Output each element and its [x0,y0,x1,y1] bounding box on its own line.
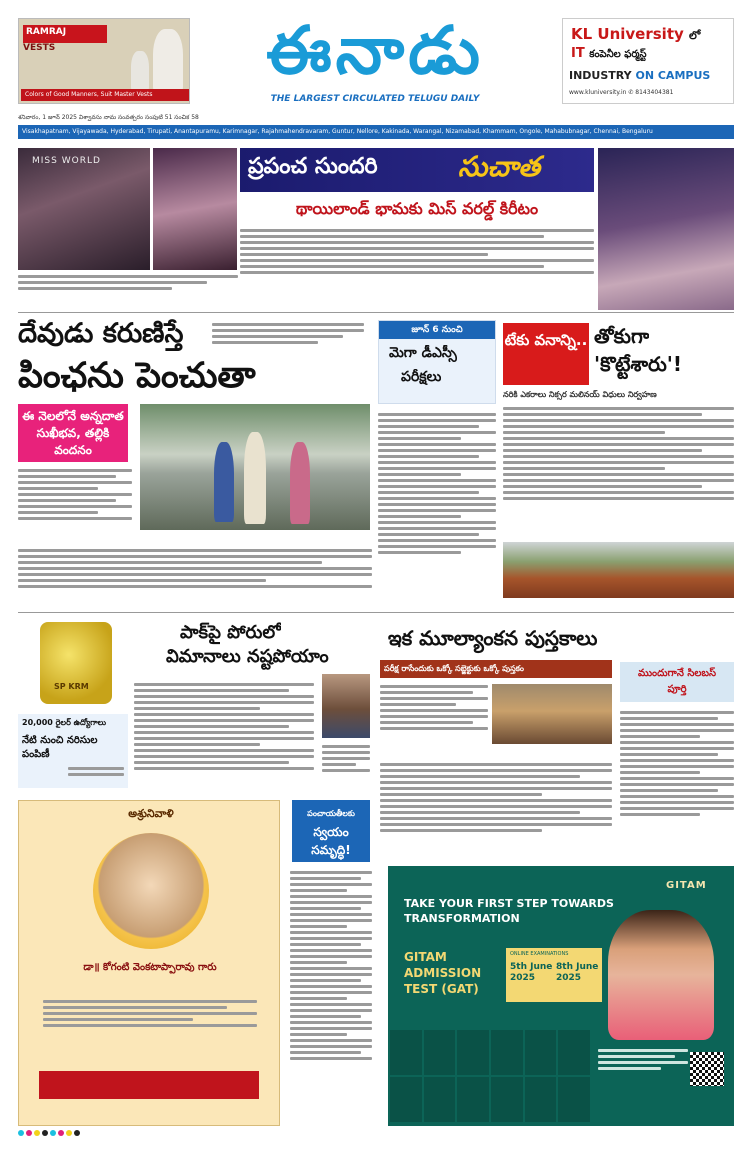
miss-world-kicker: MISS WORLD [32,156,101,166]
gitam-date-1: 5th June 2025 [510,962,553,983]
miss-world-winner-photo[interactable] [598,148,734,310]
miss-world-photo-1[interactable] [18,148,150,270]
ad-person-man [153,29,183,93]
textbooks-side-text: ముందుగానే సిలబస్ పూర్తి [638,668,716,695]
kl-title: KL University లో [571,25,701,43]
teku-badge: టేకు వనాన్ని.. [503,323,589,385]
textbooks-body [380,760,612,856]
neet-head: 20,000 రైలర్ ఉద్యోగాలు [22,718,107,727]
obituary-name: డా॥ కోగంటి వెంకటాప్పారావు గారు [83,962,217,973]
gitam-online-box [506,948,602,1002]
classroom-photo[interactable] [492,684,612,744]
textbooks-side[interactable] [620,662,734,702]
miss-world-headline-b: సుచాత [458,150,541,183]
kl-contact: www.kluniversity.in ✆ 8143404381 [569,89,674,96]
miss-world-subhead: థాయిలాండ్ భామకు మిస్ వరల్డ్ కిరీటం [240,195,594,223]
gitam-test-2: ADMISSION [404,966,482,980]
obituary-footer [39,1071,259,1099]
kl-industry: INDUSTRY ON CAMPUS [569,69,711,82]
masthead [205,12,545,107]
pak-body [134,680,314,790]
textbooks-bullets [380,682,488,754]
swayam-l2: స్వయం [313,825,349,839]
textbooks-kicker: పరీక్ష రాసేందుకు ఒక్కో సబ్జెక్టుకు ఒక్కో పుస్తకం [380,660,612,678]
dsc-body [378,410,496,608]
neet-sub: నేటి నుంచి నరిసుల పంపిణీ [22,735,98,760]
teku-photo[interactable] [503,542,734,598]
swayam-l1: పంచాయతీలకు [307,809,355,818]
dsc-bottom: పరీక్షలు [401,369,442,385]
ad-person-child [131,51,149,91]
date-line: శనివారం, 1 జూన్ 2025 విశ్వావసు నామ సంవత్సరం సంపుటి 51 సంచిక 58 [18,114,199,121]
gitam-student-photo [608,910,714,1040]
ramraj-strip: Colors of Good Manners, Suit Master Vests [21,89,189,101]
obituary-body [43,997,257,1057]
photo-person-3 [290,442,310,524]
dsc-top: జూన్ 6 నుంచి [379,321,495,339]
gitam-logo: GITAM [666,880,707,891]
devudu-bullets [18,466,132,540]
devudu-body [18,546,372,608]
pak-photo[interactable] [322,674,370,738]
gitam-test-3: TEST (GAT) [404,982,479,996]
kl-it: IT కంపెనీల ఫర్మస్ట్ [571,46,647,61]
textbooks-side-body [620,708,734,856]
devudu-headline-1[interactable]: దేవుడు కరుణిస్తే [18,318,184,349]
masthead-tagline: THE LARGEST CIRCULATED TELUGU DAILY [270,94,480,104]
teku-sub: నరికి ఎకరాలు నిక్సర మలినయ్ విధులు నిర్వహణ [503,390,657,399]
miss-world-caption [18,272,238,306]
pak-side-body [322,742,370,790]
masthead-logo[interactable]: ఈనాడు [266,12,484,89]
print-color-marks [18,1130,734,1140]
ganesha-bottle-ad[interactable] [40,622,112,704]
gitam-headline: TAKE YOUR FIRST STEP TOWARDS TRANSFORMATION [404,897,614,925]
obituary-header: అశ్రునివాళి [128,807,174,820]
ganesha-bottle-label: SP KRM [54,682,89,691]
ramraj-ad[interactable] [18,18,190,104]
photo-person-1 [214,442,234,522]
devudu-photo[interactable] [140,404,370,530]
rule [18,312,734,313]
teku-pre: తోకుగా [594,324,650,348]
kl-title-suffix: లో [689,29,701,42]
neet-lines [68,764,124,784]
neet-box[interactable] [18,714,128,788]
devudu-headline-2[interactable]: పింఛను పెంచుతా [18,356,256,396]
miss-world-headline[interactable] [240,148,594,192]
swayam-box[interactable] [292,800,370,862]
obituary-portrait [93,833,209,949]
gitam-icons-grid [390,1030,590,1122]
textbooks-headline[interactable]: ఇక మూల్యాంకన పుస్తకాలు [388,626,598,650]
pak-headline-1[interactable]: పాక్‌పై పోరులో [180,622,281,643]
miss-world-photo-2[interactable] [153,148,237,270]
miss-world-body [240,226,594,304]
rule [18,612,734,613]
obituary-ad[interactable] [18,800,280,1126]
swayam-body [290,868,372,1126]
kl-it-suffix: కంపెనీల ఫర్మస్ట్ [589,49,647,60]
miss-world-headline-a: ప్రపంచ సుందరి [248,154,378,179]
gitam-qr [690,1052,724,1086]
dsc-mid: మెగా డీఎస్సీ [389,345,457,361]
teku-headline[interactable]: 'కొట్టేశారు'! [594,352,683,376]
gitam-ad[interactable] [388,866,734,1126]
gitam-footer-lines [598,1046,688,1106]
teku-body [503,404,734,540]
dsc-box[interactable] [378,320,496,404]
devudu-kicker: ఈ నెలలోనే అన్నదాత సుఖీభవ, తల్లికి వందనం [18,404,128,462]
gitam-date-2: 8th June 2025 [556,962,599,983]
gitam-online-label: ONLINE EXAMINATIONS [510,951,569,957]
photo-person-2 [244,432,266,524]
devudu-quote [212,320,364,356]
ramraj-brand: RAMRAJ [23,25,107,43]
kl-university-ad[interactable] [562,18,734,104]
gitam-test-1: GITAM [404,950,447,964]
swayam-l3: సమృద్ధి! [311,843,351,857]
ramraj-product: VESTS [23,43,56,53]
city-edition-bar: Visakhapatnam, Vijayawada, Hyderabad, Tirupati, Anantapuramu, Karimnagar, Rajahmahendravaram, Guntur, Nellore, Kakinada, Warangal, Nizamabad, Khammam, Ongole, Mahabubnagar, Chennai, Bengaluru [18,125,734,139]
pak-headline-2[interactable]: విమానాలు నష్టపోయాం [166,646,329,667]
